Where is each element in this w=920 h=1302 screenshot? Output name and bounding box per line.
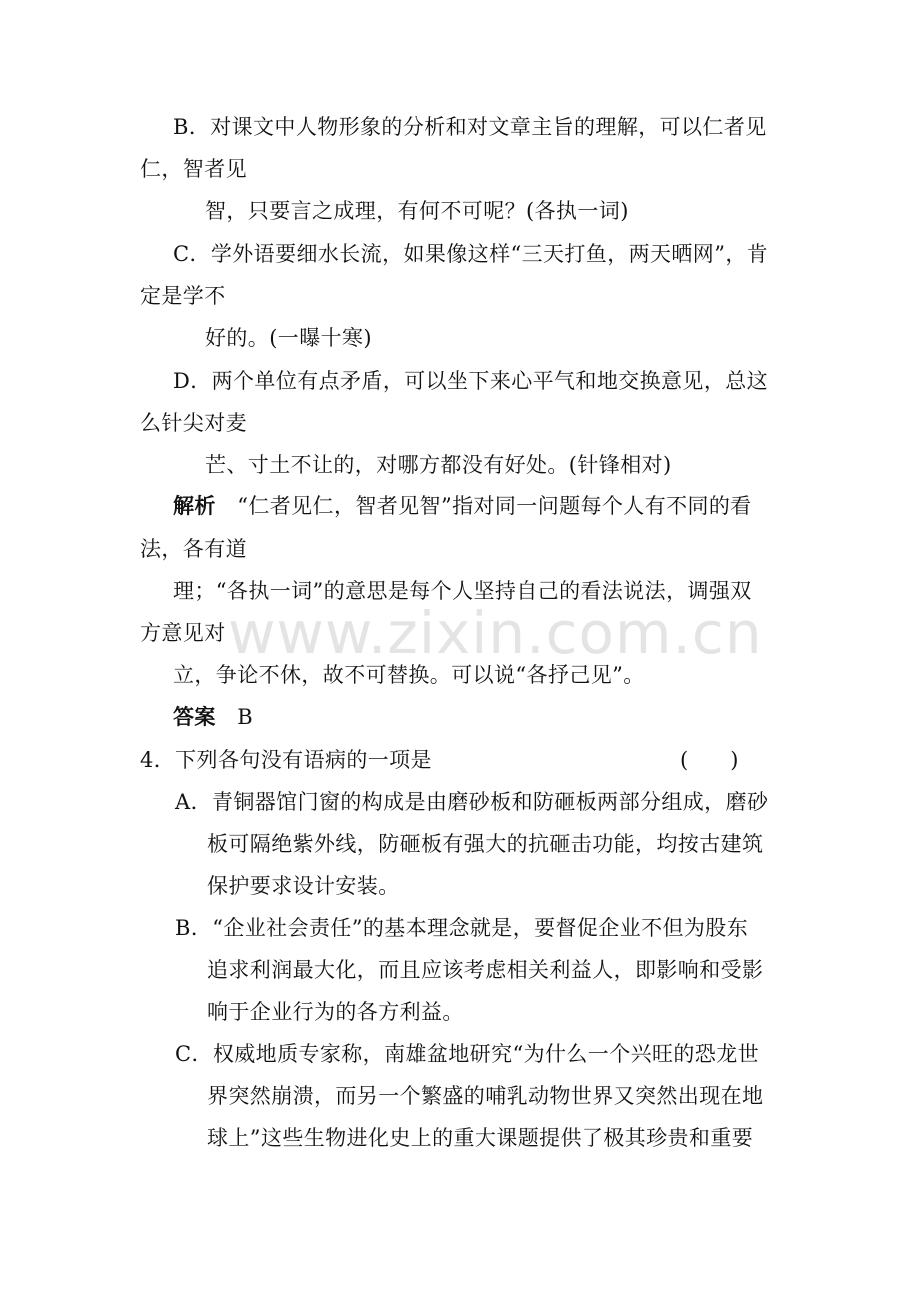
q4-option-c-line-2: 界突然崩溃，而另一个繁盛的哺乳动物世界又突然出现在地 bbox=[207, 1084, 764, 1108]
analysis-line-5: 立，争论不休，故不可替换。可以说“各抒己见”。 bbox=[173, 663, 645, 687]
option-d-line-1: D．两个单位有点矛盾，可以坐下来心平气和地交换意见，总这 bbox=[173, 369, 769, 393]
option-c-line-3: 好的。(一曝十寒) bbox=[205, 326, 372, 350]
question-4-stem: 4．下列各句没有语病的一项是 bbox=[140, 748, 432, 772]
answer-blank: ( ) bbox=[680, 748, 739, 772]
q4-option-c-line-3: 球上”这些生物进化史上的重大课题提供了极其珍贵和重要 bbox=[207, 1126, 754, 1150]
option-c-line-2: 定是学不 bbox=[140, 284, 226, 308]
option-d-line-2: 么针尖对麦 bbox=[140, 411, 247, 435]
option-b-line-1: B．对课文中人物形象的分析和对文章主旨的理解，可以仁者见 bbox=[173, 115, 767, 139]
answer-line bbox=[173, 703, 253, 731]
option-b-line-3: 智，只要言之成理，有何不可呢？(各执一词) bbox=[205, 199, 629, 223]
q4-option-b-line-2: 追求利润最大化，而且应该考虑相关利益人，即影响和受影 bbox=[207, 958, 764, 982]
q4-option-a-line-3: 保护要求设计安装。 bbox=[207, 874, 400, 898]
option-b-line-2: 仁，智者见 bbox=[140, 157, 247, 181]
analysis-label: 解析 bbox=[173, 494, 216, 518]
q4-option-b-line-3: 响于企业行为的各方利益。 bbox=[207, 1000, 464, 1024]
option-d-line-3: 芒、寸土不让的，对哪方都没有好处。(针锋相对) bbox=[205, 453, 672, 477]
q4-option-a-line-2: 板可隔绝紫外线，防砸板有强大的抗砸击功能，均按古建筑 bbox=[207, 832, 764, 856]
analysis-line-3: 理；“各执一词”的意思是每个人坚持自己的看法说法，调强双 bbox=[173, 579, 752, 603]
analysis-line-1 bbox=[173, 492, 752, 520]
analysis-line-4: 方意见对 bbox=[140, 621, 226, 645]
analysis-line-2: 法，各有道 bbox=[140, 537, 247, 561]
q4-option-a-line-1: A．青铜器馆门窗的构成是由磨砂板和防砸板两部分组成，磨砂 bbox=[175, 790, 769, 814]
analysis-text-1: “仁者见仁，智者见智”指对同一问题每个人有不同的看 bbox=[237, 494, 752, 518]
option-c-line-1: C．学外语要细水长流，如果像这样“三天打鱼，两天晒网”，肯 bbox=[173, 242, 769, 266]
q4-option-b-line-1: B．“企业社会责任”的基本理念就是，要督促企业不但为股东 bbox=[175, 916, 749, 940]
answer-label: 答案 bbox=[173, 705, 216, 729]
answer-value: B bbox=[237, 705, 254, 729]
q4-option-c-line-1: C．权威地质专家称，南雄盆地研究“为什么一个兴旺的恐龙世 bbox=[175, 1042, 760, 1066]
watermark: www.zixin.com.cn bbox=[228, 599, 763, 667]
